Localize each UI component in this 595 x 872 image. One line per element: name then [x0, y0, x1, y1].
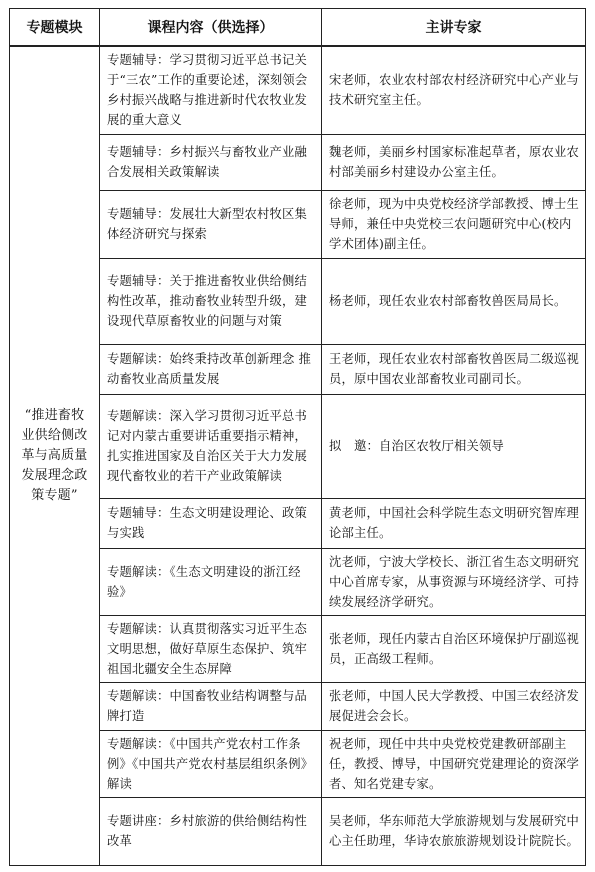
course-cell: 专题解读：《中国共产党农村工作条例》《中国共产党农村基层组织条例》解读 [100, 730, 322, 797]
course-cell: 专题解读：深入学习贯彻习近平总书记对内蒙古重要讲话重要指示精神，扎实推进国家及自治区关于大力发展现代畜牧业的若干产业政策解读 [100, 394, 322, 498]
course-cell: 专题辅导：学习贯彻习近平总书记关于“三农”工作的重要论述，深刻领会乡村振兴战略与推进新时代农牧业发展的重大意义 [100, 46, 322, 134]
course-cell: 专题解读：始终秉持改革创新理念 推动畜牧业高质量发展 [100, 344, 322, 394]
expert-cell: 杨老师，现任农业农村部畜牧兽医局局长。 [322, 258, 586, 344]
header-row [10, 9, 586, 47]
course-table [9, 8, 586, 866]
course-cell: 专题辅导：乡村振兴与畜牧业产业融合发展相关政策解读 [100, 134, 322, 190]
course-cell: 专题讲座：乡村旅游的供给侧结构性改革 [100, 797, 322, 865]
course-cell: 专题解读：中国畜牧业结构调整与品牌打造 [100, 682, 322, 730]
expert-cell: 祝老师，现任中共中央党校党建教研部副主任，教授、博导，中国研究党建理论的资深学者、知名党建专家。 [322, 730, 586, 797]
expert-cell: 黄老师，中国社会科学院生态文明研究智库理论部主任。 [322, 498, 586, 548]
course-cell: 专题解读：《生态文明建设的浙江经验》 [100, 548, 322, 615]
expert-cell: 沈老师，宁波大学校长、浙江省生态文明研究中心首席专家，从事资源与环境经济学、可持续发展经济学研究。 [322, 548, 586, 615]
expert-cell: 王老师，现任农业农村部畜牧兽医局二级巡视员，原中国农业部畜牧业司副司长。 [322, 344, 586, 394]
course-cell: 专题辅导：关于推进畜牧业供给侧结构性改革，推动畜牧业转型升级，建设现代草原畜牧业的问题与对策 [100, 258, 322, 344]
table-row [10, 46, 586, 134]
expert-cell: 宋老师，农业农村部农村经济研究中心产业与技术研究室主任。 [322, 46, 586, 134]
expert-cell: 张老师，现任内蒙古自治区环境保护厅副巡视员，正高级工程师。 [322, 615, 586, 682]
module-name-cell: “推进畜牧业供给侧改革与高质量发展理念政策专题” [10, 46, 100, 865]
expert-cell: 张老师，中国人民大学教授、中国三农经济发展促进会会长。 [322, 682, 586, 730]
expert-column-header: 主讲专家 [322, 9, 586, 47]
expert-cell: 徐老师，现为中央党校经济学部教授、博士生导师，兼任中央党校三农问题研究中心(校内学术团体)副主任。 [322, 190, 586, 258]
course-column-header: 课程内容（供选择） [100, 9, 322, 47]
course-cell: 专题辅导：发展壮大新型农村牧区集体经济研究与探索 [100, 190, 322, 258]
module-column-header: 专题模块 [10, 9, 100, 47]
expert-cell: 吴老师，华东师范大学旅游规划与发展研究中心主任助理，华诗农旅旅游规划设计院院长。 [322, 797, 586, 865]
course-cell: 专题解读：认真贯彻落实习近平生态文明思想，做好草原生态保护、筑牢祖国北疆安全生态屏障 [100, 615, 322, 682]
course-cell: 专题辅导：生态文明建设理论、政策与实践 [100, 498, 322, 548]
expert-cell: 魏老师，美丽乡村国家标准起草者，原农业农村部美丽乡村建设办公室主任。 [322, 134, 586, 190]
expert-cell: 拟 邀：自治区农牧厅相关领导 [322, 394, 586, 498]
